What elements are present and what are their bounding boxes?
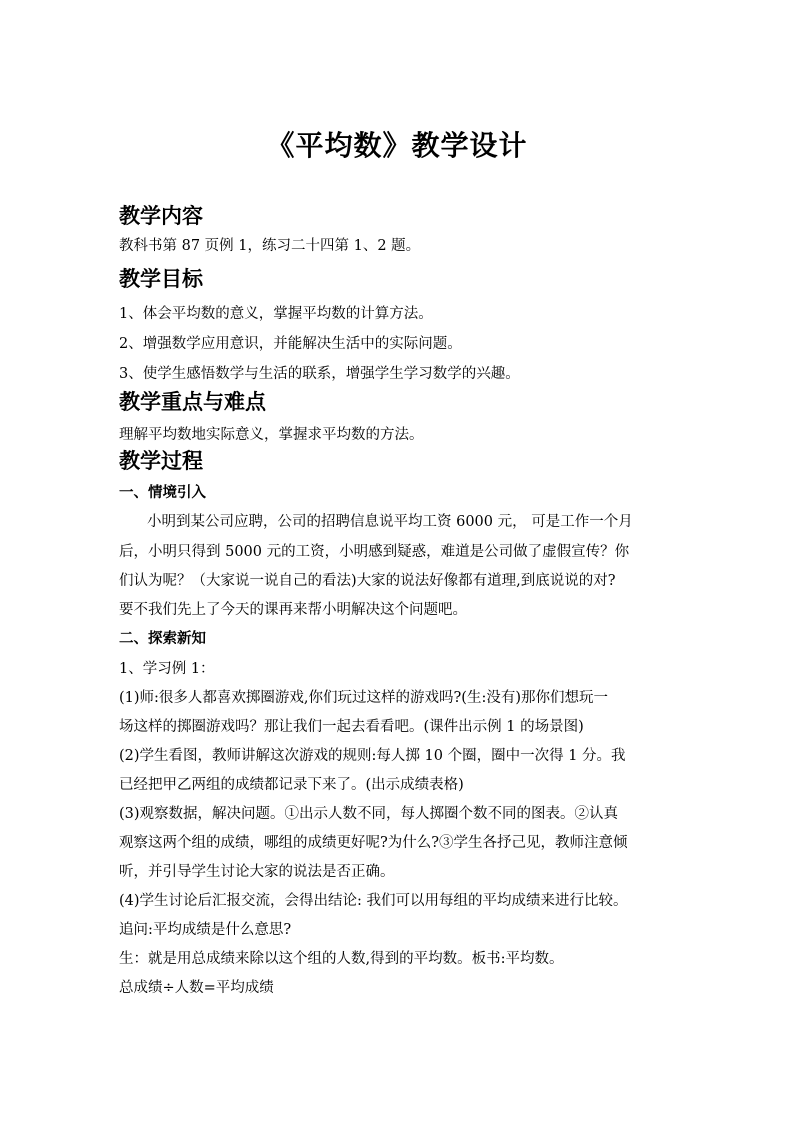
explore-line: 总成绩÷人数=平均成绩 <box>119 980 274 996</box>
explore-line: 观察这两个组的成绩，哪组的成绩更好呢?为什么?③学生各抒己见，教师注意倾 <box>119 835 628 851</box>
intro-paragraph-line: 小明到某公司应聘，公司的招聘信息说平均工资 6000 元， 可是工作一个月 <box>147 514 633 530</box>
goal-item: 1、体会平均数的意义，掌握平均数的计算方法。 <box>119 306 433 322</box>
section-heading-goals: 教学目标 <box>119 267 203 291</box>
explore-line: 1、学习例 1： <box>119 661 215 677</box>
goal-item: 2、增强数学应用意识，并能解决生活中的实际问题。 <box>119 336 462 352</box>
intro-paragraph-line: 要不我们先上了今天的课再来帮小明解决这个问题吧。 <box>119 602 467 618</box>
part-heading-explore: 二、探索新知 <box>119 631 206 647</box>
goal-item: 3、使学生感悟数学与生活的联系，增强学生学习数学的兴趣。 <box>119 366 520 382</box>
part-heading-intro: 一、情境引入 <box>119 485 206 501</box>
document-title: 《平均数》教学设计 <box>266 129 528 162</box>
section-heading-process: 教学过程 <box>119 449 203 473</box>
explore-line: 听，并引导学生讨论大家的说法是否正确。 <box>119 864 395 880</box>
explore-line: (3)观察数据，解决问题。①出示人数不同，每人掷圈个数不同的图表。②认真 <box>119 806 619 822</box>
explore-line: (4)学生讨论后汇报交流，会得出结论: 我们可以用每组的平均成绩来进行比较。 <box>119 893 628 909</box>
explore-line: 追问:平均成绩是什么意思? <box>119 922 292 938</box>
intro-paragraph-line: 后，小明只得到 5000 元的工资，小明感到疑惑，难道是公司做了虚假宣传？你 <box>119 544 630 560</box>
section-content-text: 教科书第 87 页例 1，练习二十四第 1、2 题。 <box>119 238 421 254</box>
key-points-text: 理解平均数地实际意义，掌握求平均数的方法。 <box>119 427 424 443</box>
explore-line: 场这样的掷圈游戏吗？那让我们一起去看看吧。(课件出示例 1 的场景图) <box>119 719 584 735</box>
section-heading-content: 教学内容 <box>119 204 203 228</box>
explore-line: (2)学生看图，教师讲解这次游戏的规则:每人掷 10 个圈，圈中一次得 1 分。我 <box>119 748 626 764</box>
intro-paragraph-line: 们认为呢？（大家说一说自己的看法)大家的说法好像都有道理,到底说说的对? <box>119 573 616 589</box>
explore-line: 生：就是用总成绩来除以这个组的人数,得到的平均数。板书:平均数。 <box>119 951 564 967</box>
explore-line: (1)师:很多人都喜欢掷圈游戏,你们玩过这样的游戏吗?(生:没有)那你们想玩一 <box>119 690 609 706</box>
explore-line: 已经把甲乙两组的成绩都记录下来了。(出示成绩表格) <box>119 777 464 793</box>
section-heading-key-points: 教学重点与难点 <box>119 390 266 414</box>
